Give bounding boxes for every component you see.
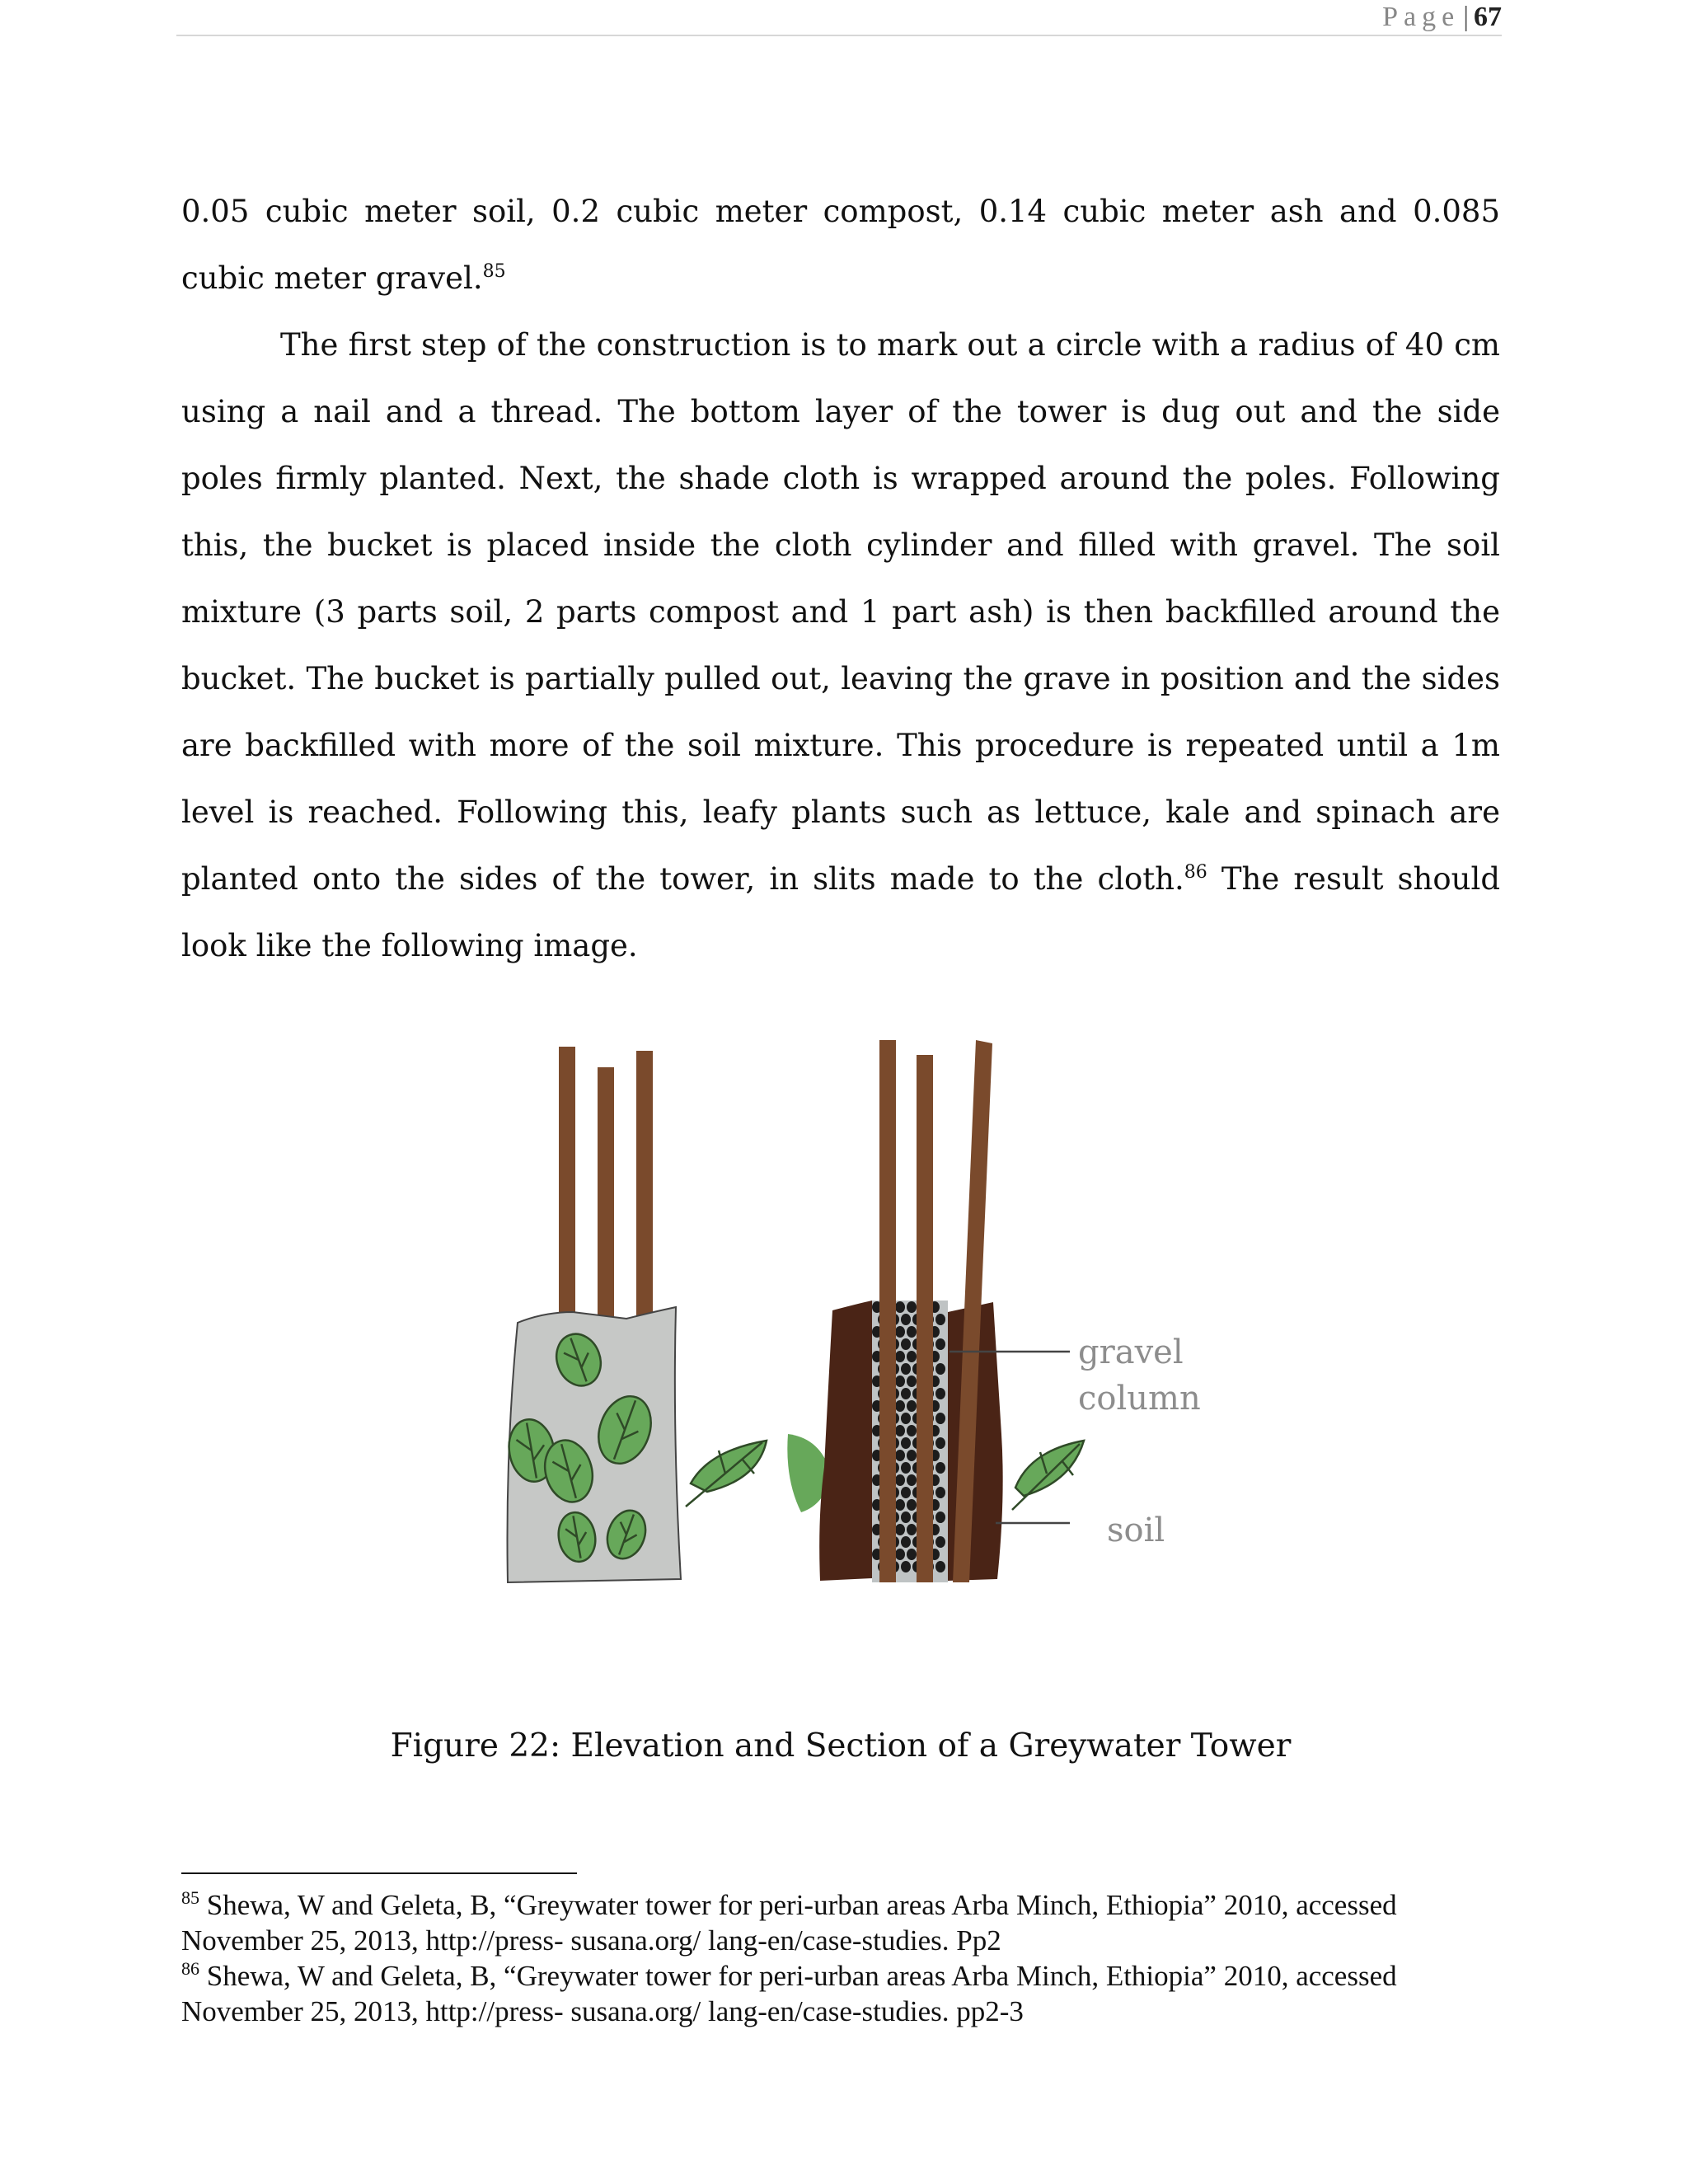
page-number-label	[1382, 2, 1502, 33]
footnote-ref-86[interactable]: 86	[1184, 862, 1207, 883]
page-number: 67	[1474, 2, 1502, 32]
elevation-pole-left	[559, 1047, 575, 1352]
footnote-ref-85[interactable]: 85	[482, 261, 506, 282]
paragraph-construction-tail: The result should look like the following image.	[181, 861, 1501, 963]
figure-caption: Figure 22: Elevation and Section of a Greywater Tower	[390, 1727, 1292, 1765]
soil-label: soil	[1107, 1511, 1165, 1549]
section-right-leaf	[1012, 1441, 1084, 1510]
footnote-85	[181, 1887, 1500, 1958]
paragraph-materials	[181, 178, 1500, 312]
section-pole-middle	[917, 1055, 933, 1582]
footnotes	[181, 1887, 1500, 2029]
paragraph-construction	[181, 312, 1500, 979]
footnote-86-number: 86	[181, 1958, 199, 1979]
footnote-85-text: Shewa, W and Geleta, B, “Greywater tower for peri-urban areas Arba Minch, Ethiopia” 2010, accessed November 25, 2013, http://press- susana.org/ lang-en/case-studies. Pp2	[181, 1889, 1397, 1957]
section-pole-left	[879, 1040, 896, 1582]
page-separator: |	[1463, 2, 1469, 32]
footnote-separator	[181, 1872, 577, 1874]
footnote-85-number: 85	[181, 1887, 199, 1908]
section-soil	[819, 1301, 872, 1581]
page-header	[176, 0, 1502, 36]
footnote-86-text: Shewa, W and Geleta, B, “Greywater tower for peri-urban areas Arba Minch, Ethiopia” 2010, accessed November 25, 2013, http://press- susana.org/ lang-en/case-studies. pp2-3	[181, 1960, 1397, 2027]
paragraph-materials-text: 0.05 cubic meter soil, 0.2 cubic meter compost, 0.14 cubic meter ash and 0.085 cubic meter gravel.	[181, 194, 1500, 296]
elevation-side-leaf	[686, 1441, 767, 1507]
gravel-label: gravel	[1078, 1333, 1184, 1371]
body-text	[181, 178, 1500, 979]
elevation-pole-middle	[598, 1067, 614, 1352]
footnote-86	[181, 1958, 1500, 2029]
greywater-tower-illustration	[478, 1022, 1220, 1599]
page-word: Page	[1382, 2, 1461, 32]
paragraph-construction-text: The first step of the construction is to mark out a circle with a radius of 40 cm using a nail and a thread. The bottom layer of the tower is dug out and the side poles firmly planted. Next, the shade cloth is wrapped around the poles. Following this, the bucket is placed inside the cloth cylinder and filled with gravel. The soil mixture (3 parts soil, 2 parts compost and 1 part ash) is then backfilled around the bucket. The bucket is partially pulled out, leaving the grave in position and the sides are backfilled with more of the soil mixture. This procedure is repeated until a 1m level is reached. Following this, leafy plants such as lettuce, kale and spinach are planted onto the sides of the tower, in slits made to the cloth.	[181, 327, 1500, 897]
elevation-pole-right	[636, 1051, 653, 1352]
greywater-tower-figure	[478, 1022, 1220, 1599]
column-label: column	[1078, 1380, 1201, 1418]
